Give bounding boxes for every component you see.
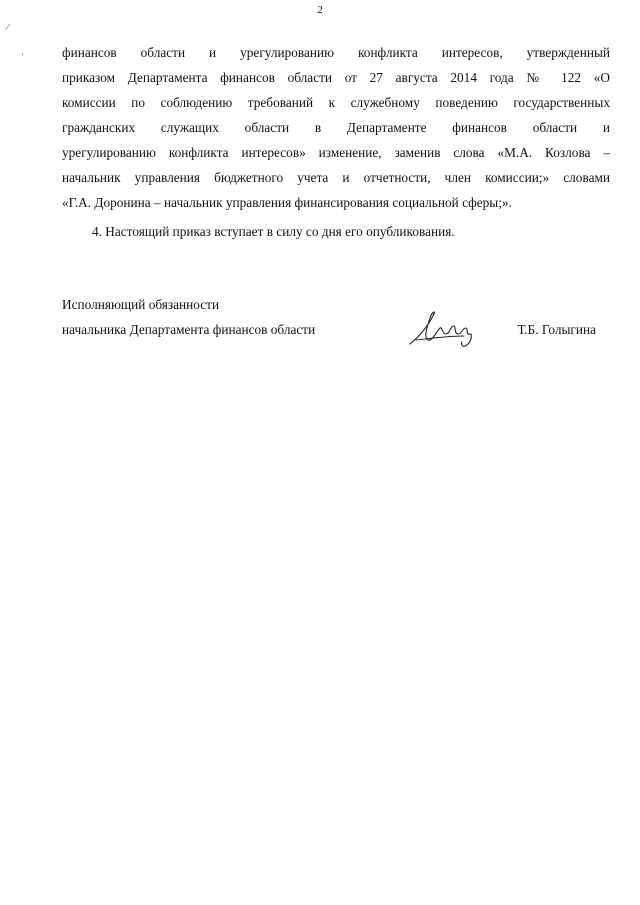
body-line: финансов области и урегулированию конфликта интересов, утвержденный [62, 45, 610, 60]
paragraph-item-4: 4. Настоящий приказ вступает в силу со дня его опубликования. [92, 224, 455, 239]
body-line: гражданских служащих области в Департаменте финансов области и [62, 120, 610, 135]
body-line: комиссии по соблюдению требований к служебному поведению государственных [62, 95, 610, 110]
body-line: урегулированию конфликта интересов» изменение, заменив слова «М.А. Козлова – [62, 145, 610, 160]
body-line: начальник управления бюджетного учета и отчетности, член комиссии;» словами [62, 170, 610, 185]
page-number: 2 [317, 4, 323, 16]
signatory-position: Исполняющий обязанности [62, 297, 220, 312]
margin-mark: ' [22, 52, 24, 61]
body-line: приказом Департамента финансов области от 27 августа 2014 года № 122 «О [62, 70, 610, 85]
document-body [62, 40, 610, 244]
signature-block [62, 292, 610, 342]
margin-mark: / [4, 21, 11, 34]
body-line: «Г.А. Доронина – начальник управления финансирования социальной сферы;». [62, 195, 512, 210]
handwritten-signature [406, 306, 478, 350]
signatory-department: начальника Департамента финансов области [62, 322, 316, 337]
signatory-name: Т.Б. Голыгина [517, 322, 596, 337]
